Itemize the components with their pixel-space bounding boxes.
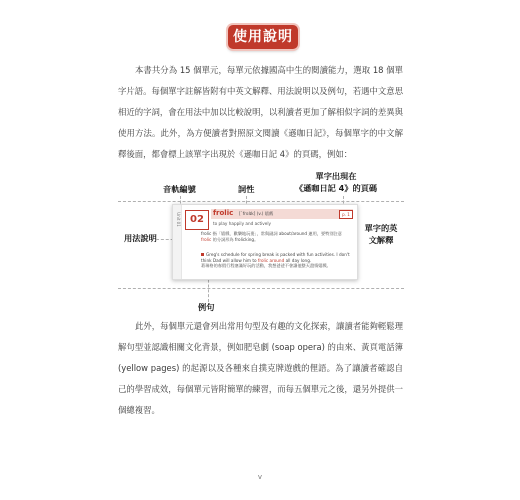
page-title: 使用說明	[228, 25, 298, 49]
label-page-location: 單字出現在 《遜咖日記 4》的頁碼	[294, 171, 378, 193]
track-number-box: 02	[185, 210, 209, 230]
label-english-definition: 單字的英 文解釋	[364, 223, 398, 245]
example-bullet-icon	[201, 253, 204, 256]
headword: frolic	[213, 209, 234, 217]
intro-paragraph: 本書共分為 15 個單元，每單元依據國高中生的閱讀能力，選取 18 個單字片語。每個單字註解皆附有中英文解釋、用法說明以及例句，若遇中文意思相近的字詞，會在用法中加以比較說明，以利讀者更加了解相似字詞的差異與使用方法。此外，為方便讀者對照原文閱讀《遜咖日記》，每個單字的中文解釋後面，都會標上該單字出現於《遜咖日記 4》的頁碼，例如：	[118, 65, 403, 159]
page-reference-box: p. 1	[339, 210, 353, 219]
guide-line-bottom	[118, 288, 404, 289]
guide-line-top	[118, 201, 404, 202]
page-number: v	[257, 473, 263, 481]
label-usage-note: 用法說明	[124, 233, 157, 243]
outro-paragraph: 此外，每個單元還會列出常用句型及有趣的文化探索，讓讀者能夠輕鬆理解句型並認識相關文化背景，例如肥皂劇 (soap opera) 的由來、黃頁電話簿 (yellow pages) 的起源以及各種來自撲克牌遊戲的俚語。為了讓讀者確認自己的學習成效，每個單元皆附簡單的練習，而每五個單元之後，還另外提供一個總複習。	[118, 321, 403, 415]
usage-text: frolic 指「嬉戲、歡樂地玩耍」，常與副詞 about/around 連用，要特別注意 frolic 的分詞形為 frolicking。	[201, 231, 342, 242]
unit-side-tab: Unit 01	[173, 205, 182, 279]
label-part-of-speech: 詞性	[238, 184, 255, 194]
label-track-number: 音軌編號	[163, 184, 196, 194]
english-definition: to play happily and actively	[213, 221, 271, 226]
label-example-sentence: 例句	[198, 302, 215, 312]
phonetic-and-pos: [ˋfrɑlɪk] (v.) 嬉戲	[239, 211, 274, 216]
example-text: Greg's schedule for spring break is packed with fun activities. I don't think Dad will allow him to frolic around all day long. 葛瑞格的春假行程塞滿好玩的活動，我想爸爸不會讓他整天盡情嬉戲。	[201, 252, 350, 268]
vocabulary-card	[172, 204, 358, 280]
